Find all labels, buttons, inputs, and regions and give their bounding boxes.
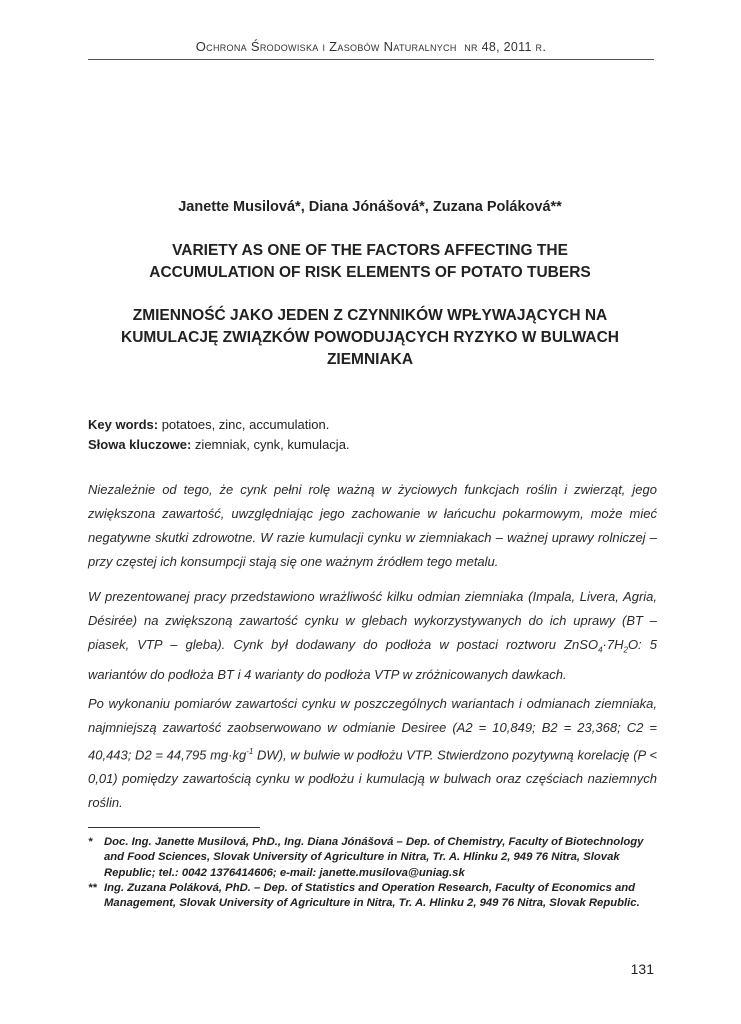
abstract-paragraph-1: Niezależnie od tego, że cynk pełni rolę ważną w życiowych funkcjach roślin i zwierząt, jego zwiększona zawartość, uwzględniając jego zachowanie w łańcuchu pokarmowym, może mieć negatywne skutki zdrowotne. W razie kumulacji cynku w ziemniakach – ważnej uprawy rolniczej – przy częstej ich konsumpcji stają się one ważnym źródłem tego metalu.: [88, 482, 657, 569]
keywords-pl: [88, 435, 658, 455]
p3-superscript: -1: [246, 747, 254, 756]
title-polish: [60, 305, 680, 371]
footnote-1-mark: *: [88, 836, 93, 848]
journal-name: Ochrona Środowiska i Zasobów Naturalnych: [195, 39, 457, 54]
keywords-en: [88, 415, 658, 435]
p2-subscript-4: 4: [598, 645, 603, 655]
p2-text-b: ·7H: [602, 637, 624, 652]
title-polish-line-1: ZMIENNOŚĆ JAKO JEDEN Z CZYNNIKÓW WPŁYWAJĄCYCH NA: [132, 307, 608, 324]
abstract-paragraph-2: [88, 585, 657, 687]
keywords-en-value: potatoes, zinc, accumulation.: [158, 417, 330, 432]
title-polish-line-2: KUMULACJĘ ZWIĄZKÓW POWODUJĄCYCH RYZYKO W BULWACH: [121, 329, 619, 346]
authors: Janette Musilová*, Diana Jónášová*, Zuzana Poláková**: [178, 199, 562, 215]
p2-subscript-2: 2: [623, 645, 628, 655]
issue-number: 48, 2011: [481, 40, 532, 54]
title-english: [60, 240, 680, 284]
footnote-1: [88, 835, 658, 881]
p3-text-b: DW), w bulwie w podłożu VTP. Stwierdzono pozytywną korelację (P < 0,01) pomiędzy zawartością cynku w podłożu i kumulacją w bulwach oraz częściach naziemnych roślin.: [88, 747, 657, 811]
title-polish-line-3: ZIEMNIAKA: [326, 351, 414, 368]
keywords-block: [88, 415, 658, 455]
p2-text-a: W prezentowanej pracy przedstawiono wrażliwość kilku odmian ziemniaka (Impala, Livera, Agria, Désirée) na zwiększoną zawartość cynku w glebach wykorzystywanych do ich uprawy (BT – piasek, VTP – gleba). Cynk był dodawany do podłoża w postaci roztworu ZnSO: [88, 589, 657, 652]
keywords-en-label: Key words:: [88, 417, 159, 432]
running-header: [88, 39, 654, 54]
issue-suffix: r.: [535, 39, 547, 54]
keywords-pl-value: ziemniak, cynk, kumulacja.: [191, 437, 350, 452]
header-divider: [88, 59, 654, 60]
footnote-2: [88, 881, 658, 912]
issue-label: nr: [464, 39, 478, 54]
p3-text-a: Po wykonaniu pomiarów zawartości cynku w poszczególnych wariantach i odmianach ziemniaka, najmniejszą zawartość zaobserwowano w odmianie Desiree (A2 = 10,849; B2 = 23,368; C2 = 40,443; D2 = 44,795 mg·kg: [88, 696, 657, 763]
footnote-2-mark: **: [88, 882, 97, 894]
page-number: 131: [630, 961, 654, 977]
title-english-line-2: ACCUMULATION OF RISK ELEMENTS OF POTATO TUBERS: [149, 264, 591, 281]
footnote-divider: [88, 827, 260, 828]
footnote-1-text: Doc. Ing. Janette Musilová, PhD., Ing. Diana Jónášová – Dep. of Chemistry, Faculty of Biotechnology and Food Sciences, Slovak University of Agriculture in Nitra, Tr. A. Hlinku 2, 949 76 Nitra, Slovak Republic; tel.: 0042 1376414606; e-mail: janette.musilova@uniag.sk: [104, 836, 644, 879]
abstract-paragraph-3: [88, 692, 657, 815]
title-english-line-1: VARIETY AS ONE OF THE FACTORS AFFECTING THE: [172, 242, 568, 259]
keywords-pl-label: Słowa kluczowe:: [88, 437, 192, 452]
p2-text-c: O: 5 wariantów do podłoża BT i 4 warianty do podłoża VTP w zróżnicowanych dawkach.: [88, 637, 657, 682]
footnote-2-text: Ing. Zuzana Poláková, PhD. – Dep. of Statistics and Operation Research, Faculty of Economics and Management, Slovak University of Agriculture in Nitra, Tr. A. Hlinku 2, 949 76 Nitra, Slovak Republic.: [104, 882, 640, 910]
